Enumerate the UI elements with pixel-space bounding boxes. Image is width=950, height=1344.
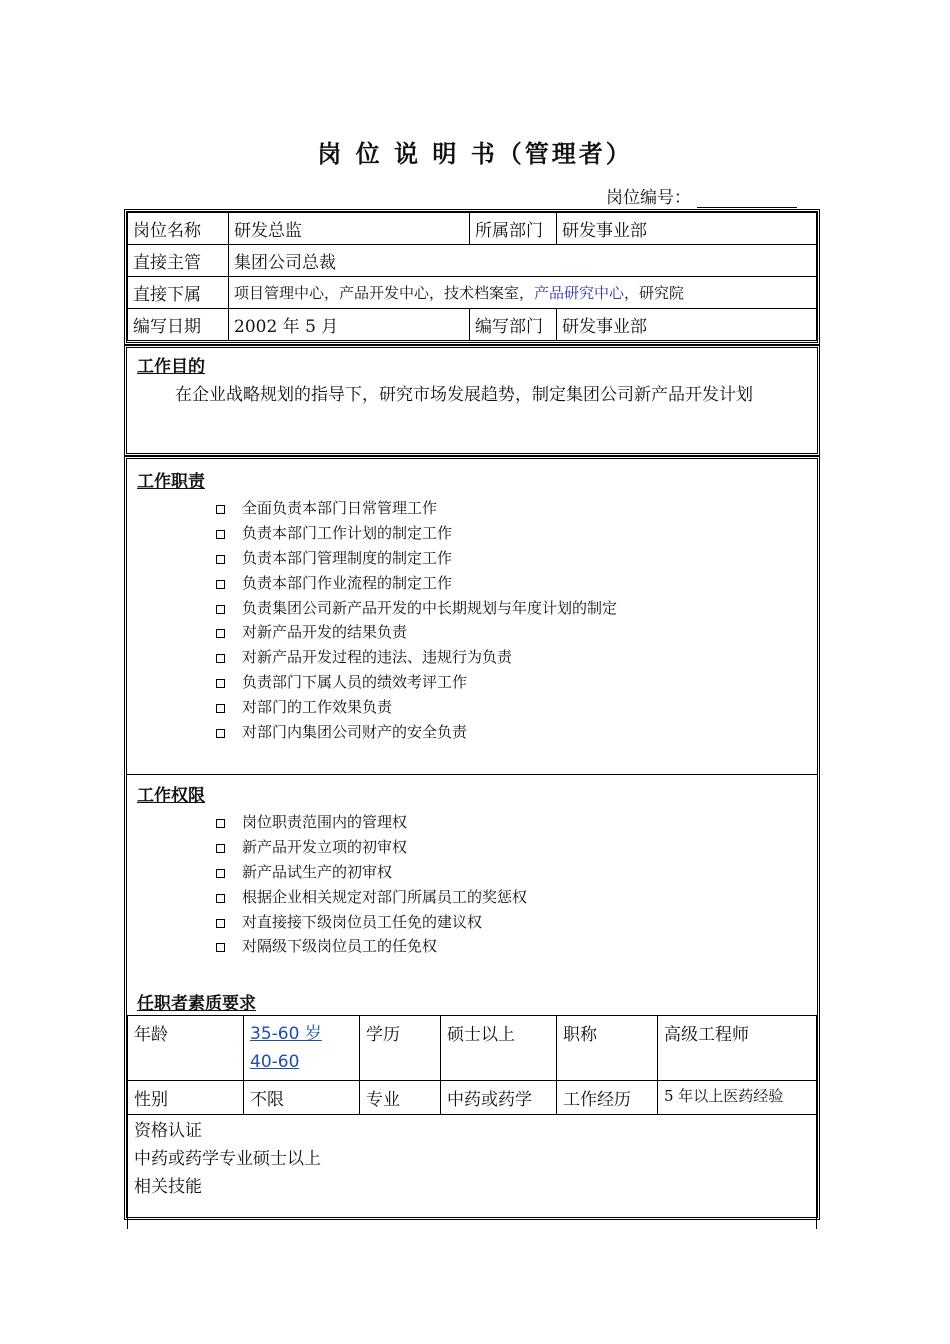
checkbox-square-icon — [216, 844, 225, 853]
major-value: 中药或药学 — [441, 1081, 557, 1115]
title-value: 高级工程师 — [658, 1016, 817, 1081]
list-item-text: 对新产品开发过程的违法、违规行为负责 — [242, 648, 513, 667]
basic-info-box — [124, 209, 820, 345]
list-item-text: 对部门内集团公司财产的安全负责 — [242, 723, 468, 742]
list-item — [137, 860, 817, 885]
purpose-heading: 工作目的 — [137, 357, 205, 377]
major-label: 专业 — [360, 1081, 441, 1115]
checkbox-square-icon — [216, 704, 225, 713]
list-item — [137, 521, 817, 546]
list-item-text: 对新产品开发的结果负责 — [242, 623, 408, 642]
list-item — [137, 934, 817, 959]
checkbox-square-icon — [216, 869, 225, 878]
age-label: 年龄 — [128, 1016, 244, 1081]
skills-label: 相关技能 — [134, 1177, 202, 1197]
dept-label: 所属部门 — [470, 213, 557, 245]
list-item-text: 根据企业相关规定对部门所属员工的奖惩权 — [242, 887, 528, 906]
write-dept-value: 研发事业部 — [557, 309, 817, 341]
title-label: 职称 — [557, 1016, 658, 1081]
experience-label: 工作经历 — [557, 1081, 658, 1115]
purpose-text: 在企业战略规划的指导下，研究市场发展趋势，制定集团公司新产品开发计划 — [175, 385, 753, 405]
age-range-1: 35-60 岁 — [250, 1024, 322, 1044]
authority-heading: 工作权限 — [137, 786, 205, 806]
subordinate-label: 直接下属 — [128, 277, 229, 309]
list-item — [137, 496, 817, 521]
supervisor-value: 集团公司总裁 — [229, 245, 817, 277]
list-item-text: 对隔级下级岗位员工的任免权 — [242, 937, 438, 956]
basic-info-table — [127, 212, 817, 341]
supervisor-label: 直接主管 — [128, 245, 229, 277]
purpose-box — [124, 345, 820, 456]
list-item — [137, 835, 817, 860]
age-value — [244, 1016, 360, 1081]
dept-value: 研发事业部 — [557, 213, 817, 245]
job-number-label: 岗位编号： — [606, 188, 691, 208]
list-item-text: 全面负责本部门日常管理工作 — [242, 499, 438, 517]
age-range-2: 40-60 — [250, 1052, 300, 1072]
list-item-text: 负责本部门管理制度的制定工作 — [242, 548, 453, 567]
subordinate-part-3: ，研究院 — [624, 284, 685, 302]
gender-label: 性别 — [128, 1081, 244, 1115]
job-number — [606, 183, 797, 208]
list-item — [137, 596, 817, 621]
list-item — [137, 885, 817, 910]
main-box — [124, 456, 820, 1220]
checkbox-square-icon — [216, 555, 225, 564]
list-item — [137, 620, 817, 645]
list-item-text: 负责集团公司新产品开发的中长期规划与年度计划的制定 — [242, 598, 618, 617]
checkbox-square-icon — [216, 894, 225, 903]
education-value: 硕士以上 — [441, 1016, 557, 1081]
list-item — [137, 571, 817, 596]
education-label: 学历 — [360, 1016, 441, 1081]
duties-section — [127, 459, 817, 775]
checkbox-square-icon — [216, 530, 225, 539]
checkbox-square-icon — [216, 654, 225, 663]
list-item-text: 负责部门下属人员的绩效考评工作 — [242, 673, 468, 692]
date-label: 编写日期 — [128, 309, 229, 341]
checkbox-square-icon — [216, 919, 225, 928]
position-label: 岗位名称 — [128, 213, 229, 245]
position-value: 研发总监 — [229, 213, 470, 245]
subordinate-highlight: 产品研究中心 — [534, 284, 625, 302]
list-item-text: 新产品试生产的初审权 — [242, 862, 393, 881]
requirements-heading: 任职者素质要求 — [137, 994, 256, 1014]
list-item-text: 对直接接下级岗位员工任免的建议权 — [242, 912, 483, 931]
duties-heading: 工作职责 — [137, 472, 205, 492]
list-item-text: 新产品开发立项的初审权 — [242, 837, 408, 856]
list-item — [137, 645, 817, 670]
list-item — [137, 910, 817, 935]
list-item — [137, 695, 817, 720]
page-title: 岗 位 说 明 书（管理者） — [317, 139, 633, 168]
date-value: 2002 年 5 月 — [229, 309, 470, 341]
duties-list — [137, 496, 817, 745]
requirements-table — [127, 1015, 817, 1229]
job-number-blank — [697, 193, 797, 208]
list-item — [137, 670, 817, 695]
checkbox-square-icon — [216, 605, 225, 614]
list-item — [137, 810, 817, 835]
list-item — [137, 546, 817, 571]
authority-list — [137, 810, 817, 959]
checkbox-square-icon — [216, 629, 225, 638]
list-item-text: 岗位职责范围内的管理权 — [242, 813, 408, 831]
list-item-text: 负责本部门作业流程的制定工作 — [242, 573, 453, 592]
checkbox-square-icon — [216, 679, 225, 688]
qualification-cell — [128, 1115, 817, 1230]
list-item-text: 负责本部门工作计划的制定工作 — [242, 523, 453, 542]
checkbox-square-icon — [216, 943, 225, 952]
certification-label: 资格认证 — [134, 1121, 202, 1141]
checkbox-square-icon — [216, 505, 225, 514]
subordinate-value — [229, 277, 817, 309]
experience-value: 5 年以上医药经验 — [658, 1081, 817, 1115]
write-dept-label: 编写部门 — [470, 309, 557, 341]
checkbox-square-icon — [216, 729, 225, 738]
requirements-area — [127, 1015, 817, 1217]
checkbox-square-icon — [216, 580, 225, 589]
authority-section — [127, 775, 817, 959]
checkbox-square-icon — [216, 819, 225, 828]
list-item-text: 对部门的工作效果负责 — [242, 698, 393, 717]
certification-value: 中药或药学专业硕士以上 — [134, 1149, 321, 1169]
subordinate-part-1: 项目管理中心，产品开发中心，技术档案室， — [234, 284, 535, 302]
gender-value: 不限 — [244, 1081, 360, 1115]
list-item — [137, 720, 817, 745]
